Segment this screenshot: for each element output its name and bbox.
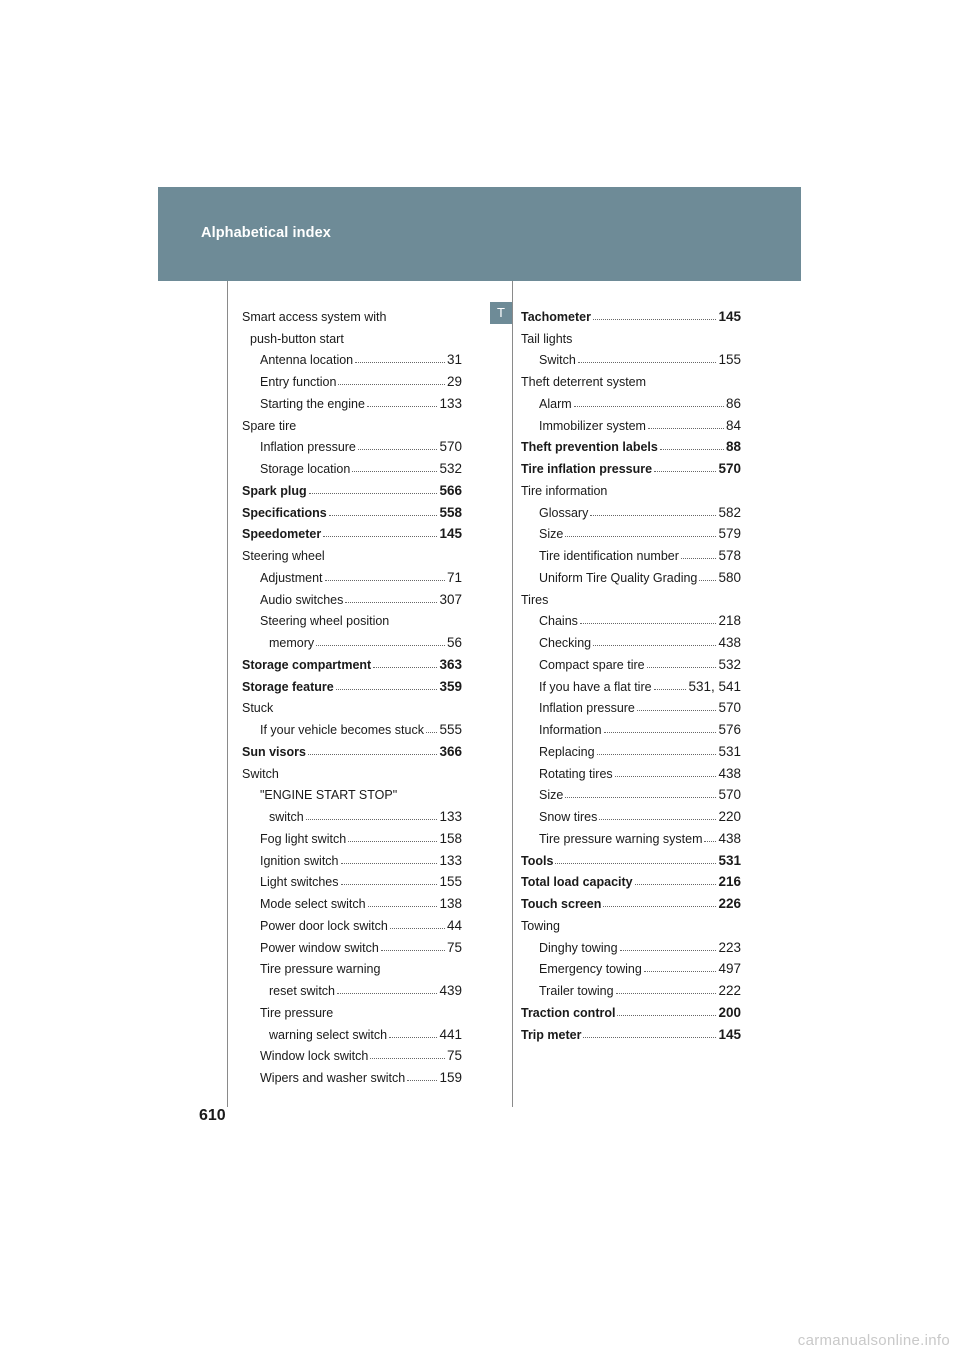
dot-leader [390,927,445,929]
dot-leader [597,753,717,755]
index-entry-page: 359 [439,678,462,694]
index-entry-term: Theft deterrent system [521,375,647,389]
index-entry-page: 531 [718,743,741,759]
index-entry-page: 570 [718,461,741,476]
index-entry-page: 145 [718,1026,741,1042]
dot-leader [338,383,445,385]
header-title: Alphabetical index [201,225,331,241]
index-entry [242,411,462,433]
index-entry-term: Audio switches [260,592,344,607]
index-entry-term: Steering wheel position [260,614,390,629]
dot-leader [599,818,716,820]
index-entry [521,715,741,737]
index-entry-term: Tire information [521,483,608,498]
index-entry [242,933,462,955]
index-entry [242,585,462,607]
index-entry-page: 497 [718,961,741,977]
index-entry [242,476,462,498]
index-entry [242,433,462,455]
index-entry [521,411,741,433]
index-entry [242,346,462,368]
index-entry [242,998,462,1020]
dot-leader [578,361,717,363]
index-entry-term: Dinghy towing [539,940,618,955]
index-entry-term: Entry function [260,375,337,389]
index-entry [521,889,741,911]
index-entry [242,324,462,346]
dot-leader [644,970,717,972]
watermark: carmanualsonline.info [797,1332,950,1349]
index-entry-page: 216 [718,874,741,890]
index-entry-page: 145 [718,308,741,324]
index-entry-term: Trailer towing [539,984,614,998]
index-entry [521,1020,741,1042]
index-entry [242,563,462,585]
index-entry-term: Sun visors [242,744,306,759]
index-entry-term: Tire pressure warning [260,962,381,977]
index-entry [242,607,462,629]
index-entry-term: Chains [539,614,578,629]
index-entry-page: 580 [718,569,741,585]
index-entry-page: 133 [439,809,462,824]
dot-leader [654,688,687,690]
index-entry-term: Speedometer [242,527,322,542]
dot-leader [565,535,716,537]
index-entry-page: 439 [439,983,462,998]
index-entry [521,520,741,542]
index-entry [521,346,741,368]
index-entry [521,498,741,520]
index-entry-page: 133 [439,395,462,411]
index-entry-term: Window lock switch [260,1049,369,1064]
index-entry [521,781,741,803]
index-entry-term: Alarm [539,396,572,411]
index-entry-page: 532 [718,656,741,672]
dot-leader [660,448,724,450]
page-number: 610 [199,1107,226,1124]
index-entry-page: 578 [718,548,741,563]
index-entry [242,976,462,998]
index-entry [521,976,741,998]
dot-leader [336,688,438,690]
index-entry [242,889,462,911]
index-entry-page: 44 [446,917,462,933]
index-entry-term: Snow tires [539,810,598,824]
index-entry-page: 558 [439,504,462,520]
index-entry-page: 200 [718,1004,741,1020]
dot-leader [341,862,438,864]
index-entry-term: Adjustment [260,570,323,585]
index-entry-term: Emergency towing [539,962,642,977]
index-entry-term: Light switches [260,875,339,890]
dot-leader [316,644,445,646]
index-entry-term: Information [539,723,602,737]
index-entry-term: switch [269,810,304,824]
index-entry [521,433,741,455]
index-entry-term: Smart access system with [242,309,387,324]
dot-leader [368,905,438,907]
dot-leader [325,579,445,581]
index-entry [242,672,462,694]
dot-leader [348,840,437,842]
dot-leader [704,840,716,842]
dot-leader [309,492,438,494]
dot-leader [681,557,717,559]
index-entry [242,781,462,803]
dot-leader [617,1014,716,1016]
index-entry-page: 56 [446,635,462,650]
index-entry-page: 155 [439,874,462,890]
index-entry-term: Theft prevention labels [521,440,658,455]
index-entry-term: Glossary [539,505,589,520]
index-entry-term: Switch [539,353,576,368]
index-entry [521,759,741,781]
index-entry [242,389,462,411]
index-entry-term: Towing [521,918,560,933]
index-entry [242,846,462,868]
index-entry-term: Touch screen [521,897,602,911]
index-entry-page: 226 [718,896,741,911]
dot-leader [565,796,716,798]
index-entry-term: Antenna location [260,353,354,368]
index-entry [242,737,462,759]
index-column-left [242,302,462,1085]
index-entry-page: 363 [439,656,462,672]
index-entry-term: Steering wheel [242,549,325,563]
index-entry-term: Size [539,788,564,803]
index-entry [521,955,741,977]
index-entry-term: Mode select switch [260,897,366,911]
index-entry [521,324,741,346]
index-entry-page: 441 [439,1026,462,1042]
index-entry-page: 438 [718,765,741,781]
index-entry-term: If you have a flat tire [539,679,652,694]
dot-leader [648,427,724,429]
index-entry [242,628,462,650]
index-entry [242,868,462,890]
index-entry [242,911,462,933]
index-entry-page: 438 [718,635,741,650]
page-header [158,187,801,281]
index-entry-term: Spare tire [242,418,297,433]
index-entry-term: Compact spare tire [539,657,645,672]
dot-leader [407,1079,437,1081]
index-entry-term: Uniform Tire Quality Grading [539,570,698,585]
index-entry-term: push-button start [250,331,344,346]
index-entry [521,846,741,868]
dot-leader [615,775,717,777]
index-entry [242,694,462,716]
index-entry-page: 531, 541 [688,678,741,694]
index-entry [521,868,741,890]
dot-leader [367,405,438,407]
index-entry-term: warning select switch [269,1027,388,1042]
index-entry-term: Checking [539,636,592,650]
index-entry-term: Immobilizer system [539,418,646,433]
index-entry [521,389,741,411]
right-column-rule [512,281,513,1107]
index-entry-term: Tires [521,592,549,607]
index-entry-term: Specifications [242,505,327,520]
index-entry [242,824,462,846]
index-entry-term: Tire pressure warning system [539,831,703,846]
index-entry-term: Tire identification number [539,549,679,563]
index-entry-term: Tire inflation pressure [521,462,653,476]
index-entry [242,302,462,324]
index-entry-page: 75 [446,939,462,955]
index-entry [521,585,741,607]
dot-leader [593,318,717,320]
index-entry-term: Stuck [242,701,274,716]
index-entry [242,715,462,737]
index-entry [242,1063,462,1085]
index-entry [521,454,741,476]
index-entry [242,650,462,672]
index-entry [242,541,462,563]
dot-leader [308,753,438,755]
index-entry-term: Trip meter [521,1027,582,1042]
index-entry-term: Wipers and washer switch [260,1071,406,1085]
index-entry [242,1020,462,1042]
dot-leader [381,949,445,951]
dot-leader [323,535,437,537]
index-entry-term: Total load capacity [521,875,633,890]
index-entry-term: Storage feature [242,679,334,694]
index-entry [521,541,741,563]
dot-leader [352,470,437,472]
index-entry [521,476,741,498]
index-entry [521,367,741,389]
dot-leader [593,644,716,646]
index-column-right [521,302,741,1042]
dot-leader [345,601,437,603]
index-entry-page: 75 [446,1048,462,1064]
index-entry [242,498,462,520]
index-entry-term: Ignition switch [260,853,339,868]
index-entry-term: reset switch [269,984,335,998]
index-entry [242,955,462,977]
index-entry-page: 71 [446,569,462,585]
index-entry-term: Tools [521,853,554,868]
dot-leader [373,666,437,668]
index-entry-page: 555 [439,722,462,737]
index-entry-term: "ENGINE START STOP" [260,788,398,803]
dot-leader [426,731,438,733]
index-entry [521,737,741,759]
index-entry [521,628,741,650]
index-entry-page: 223 [718,939,741,955]
index-entry [521,933,741,955]
index-entry-term: Inflation pressure [539,701,635,716]
index-entry-page: 307 [439,591,462,607]
dot-leader [616,992,717,994]
index-entry-page: 438 [718,830,741,846]
dot-leader [341,883,438,885]
index-entry-page: 570 [718,700,741,716]
index-entry-page: 155 [718,352,741,368]
dot-leader [574,405,724,407]
dot-leader [355,361,445,363]
index-entry-page: 531 [718,852,741,868]
index-entry-page: 222 [718,983,741,998]
index-entry-page: 133 [439,852,462,868]
index-entry-page: 366 [439,743,462,759]
dot-leader [370,1057,445,1059]
index-entry-page: 86 [725,395,741,411]
index-entry [242,802,462,824]
index-entry-page: 576 [718,722,741,737]
dot-leader [699,579,716,581]
index-entry-page: 570 [439,439,462,455]
dot-leader [620,949,717,951]
dot-leader [389,1036,437,1038]
dot-leader [580,622,717,624]
index-entry-term: Fog light switch [260,831,347,846]
dot-leader [647,666,717,668]
index-entry-page: 582 [718,504,741,520]
index-entry-page: 158 [439,830,462,846]
index-entry-term: Storage compartment [242,657,372,672]
index-entry-page: 145 [439,526,462,542]
dot-leader [654,470,716,472]
dot-leader [306,818,438,820]
dot-leader [358,448,438,450]
index-entry-page: 566 [439,482,462,498]
index-entry [521,802,741,824]
index-entry [521,563,741,585]
index-entry-term: Tachometer [521,309,591,324]
index-entry-term: Replacing [539,744,595,759]
index-entry-term: Tail lights [521,331,573,346]
dot-leader [555,862,716,864]
index-entry-term: Storage location [260,462,351,476]
index-entry-page: 31 [446,352,462,368]
index-entry-page: 570 [718,787,741,803]
index-entry-page: 159 [439,1070,462,1085]
index-entry-term: Switch [242,766,279,781]
index-entry-term: Rotating tires [539,766,613,781]
index-entry-term: Starting the engine [260,396,365,411]
index-entry-term: Spark plug [242,483,307,498]
index-entry-page: 84 [725,417,741,433]
index-entry [242,759,462,781]
index-entry-page: 532 [439,461,462,476]
index-entry-page: 29 [446,374,462,389]
index-entry-term: Power door lock switch [260,918,388,933]
dot-leader [603,905,716,907]
index-entry-page: 88 [725,439,741,455]
index-entry [521,672,741,694]
dot-leader [337,992,437,994]
index-entry-term: Traction control [521,1005,616,1020]
index-entry [242,520,462,542]
dot-leader [635,883,717,885]
dot-leader [590,514,716,516]
index-entry [521,911,741,933]
index-entry [521,650,741,672]
index-entry-term: Tire pressure [260,1005,334,1020]
index-entry-term: Size [539,527,564,542]
index-entry-term: memory [269,636,315,650]
index-entry-page: 138 [439,896,462,911]
section-tab: T [490,302,512,324]
index-entry [521,694,741,716]
index-entry [521,302,741,324]
index-entry-page: 218 [718,613,741,629]
index-entry-term: If your vehicle becomes stuck [260,723,424,737]
index-entry [242,367,462,389]
index-entry [242,1042,462,1064]
dot-leader [329,514,438,516]
index-entry-term: Power window switch [260,940,379,955]
dot-leader [637,709,717,711]
index-entry-page: 579 [718,526,741,542]
index-entry [521,607,741,629]
index-entry-page: 220 [718,809,741,824]
index-entry [242,454,462,476]
index-entry [521,998,741,1020]
left-column-rule [227,281,228,1107]
dot-leader [583,1036,716,1038]
index-entry-term: Inflation pressure [260,440,356,455]
dot-leader [604,731,717,733]
index-entry [521,824,741,846]
